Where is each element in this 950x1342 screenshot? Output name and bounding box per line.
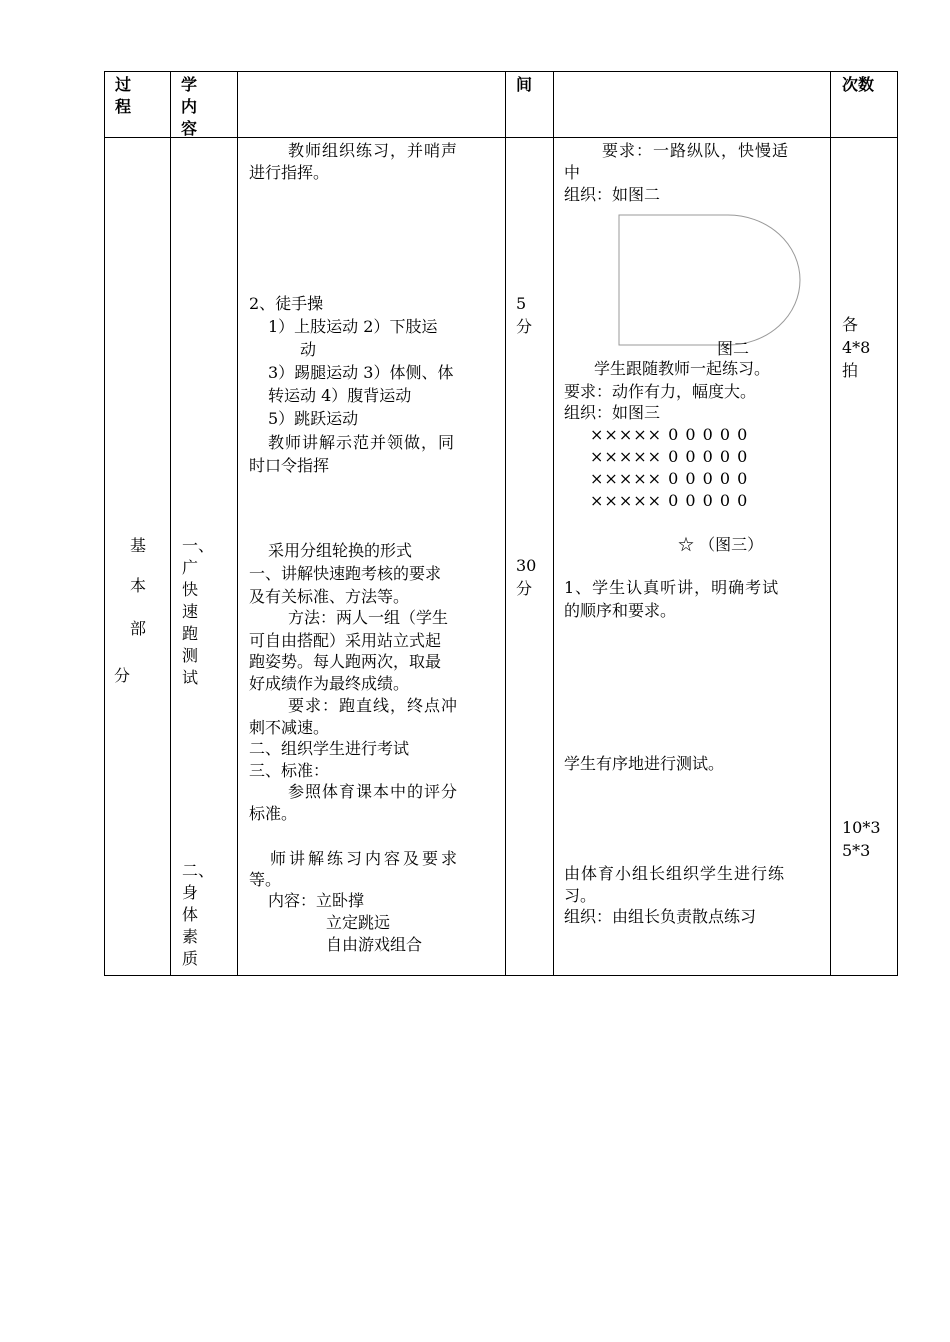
- time-main-number: 30: [516, 556, 537, 575]
- col-border-1: [104, 71, 105, 976]
- col-border-3: [237, 71, 238, 976]
- teacher-text-26: 内容：立卧撑: [268, 891, 365, 910]
- teacher-text-4: 1）上肢运动 2）下肢运: [268, 317, 438, 336]
- col-border-2: [170, 71, 171, 976]
- teacher-text-19: 刺不减速。: [249, 718, 330, 737]
- teacher-text-8: 5）跳跃运动: [268, 409, 359, 428]
- student-text-6: 组织：如图三: [564, 403, 661, 422]
- student-text-5: 要求：动作有力，幅度大。: [564, 382, 757, 401]
- col-border-7: [897, 71, 898, 976]
- figure-two-caption: 图二: [717, 339, 750, 358]
- formation-row-2: ××××× 0 0 0 0 0: [590, 447, 749, 466]
- header-process: 过程: [115, 75, 132, 116]
- table-top-border: [104, 71, 898, 72]
- section-char-2: 本: [130, 576, 147, 595]
- count-warmup-value: 4*8: [842, 338, 871, 357]
- count-fitness-1: 10*3: [842, 818, 881, 837]
- figure-two-track-diagram: [618, 214, 804, 346]
- teacher-text-1: 教师组织练习，并哨声: [288, 141, 459, 160]
- student-text-8: 的顺序和要求。: [564, 601, 677, 620]
- teacher-text-28: 自由游戏组合: [326, 935, 423, 954]
- teacher-text-16: 跑姿势。每人跑两次，取最: [249, 652, 442, 671]
- count-warmup-unit: 拍: [842, 361, 859, 380]
- teacher-text-6: 3）踢腿运动 3）体侧、体: [268, 363, 454, 382]
- formation-row-4: ××××× 0 0 0 0 0: [590, 491, 749, 510]
- teacher-text-17: 好成绩作为最终成绩。: [249, 674, 410, 693]
- header-count: 次数: [842, 75, 875, 94]
- count-fitness-2: 5*3: [842, 841, 871, 860]
- header-divider: [104, 137, 898, 138]
- student-text-3: 组织：如图二: [564, 185, 661, 204]
- formation-row-1: ××××× 0 0 0 0 0: [590, 425, 749, 444]
- teacher-text-13: 及有关标准、方法等。: [249, 587, 410, 606]
- col-border-4: [505, 71, 506, 976]
- teacher-text-24: 师讲解练习内容及要求: [270, 849, 461, 868]
- student-text-10: 由体育小组长组织学生进行练: [564, 864, 786, 883]
- count-warmup-label: 各: [842, 315, 859, 334]
- header-time: 间: [516, 75, 533, 94]
- student-text-12: 组织：由组长负责散点练习: [564, 907, 757, 926]
- teacher-text-21: 三、标准：: [249, 761, 330, 780]
- section-char-3: 部: [130, 619, 147, 638]
- section-char-4: 分: [114, 666, 131, 685]
- teacher-text-2: 进行指挥。: [249, 163, 330, 182]
- teacher-text-10: 时口令指挥: [249, 456, 330, 475]
- time-main-unit: 分: [516, 579, 533, 598]
- teacher-text-18: 要求：跑直线，终点冲: [288, 696, 459, 715]
- table-bottom-border: [104, 975, 898, 976]
- teacher-text-15: 可自由搭配）采用站立式起: [249, 631, 442, 650]
- teacher-text-14: 方法：两人一组（学生: [288, 608, 449, 627]
- teacher-text-25: 等。: [249, 870, 282, 889]
- teacher-text-11: 采用分组轮换的形式: [268, 541, 413, 560]
- teacher-text-7: 转运动 4）腹背运动: [268, 386, 412, 405]
- header-content: 学内容: [181, 75, 198, 138]
- teacher-text-27: 立定跳远: [326, 913, 391, 932]
- col-border-6: [830, 71, 831, 976]
- teacher-text-20: 二、组织学生进行考试: [249, 739, 410, 758]
- student-text-4: 学生跟随教师一起练习。: [594, 359, 771, 378]
- section-char-1: 基: [130, 536, 147, 555]
- student-text-7: 1、学生认真听讲，明确考试: [564, 578, 780, 597]
- teacher-text-3: 2、徒手操: [249, 294, 324, 313]
- teacher-text-23: 标准。: [249, 804, 298, 823]
- col-border-5: [553, 71, 554, 976]
- student-text-1: 要求：一路纵队，快慢适: [602, 141, 790, 160]
- teacher-text-22: 参照体育课本中的评分: [288, 782, 459, 801]
- content-item-sprint-test: 一、广快速跑测试: [182, 536, 215, 687]
- content-item-physical-fitness: 二、身体素质: [182, 861, 215, 968]
- formation-row-3: ××××× 0 0 0 0 0: [590, 469, 749, 488]
- student-text-9: 学生有序地进行测试。: [564, 754, 725, 773]
- figure-three-caption: ☆ （图三）: [678, 535, 764, 554]
- student-text-2: 中: [564, 163, 581, 182]
- teacher-text-5: 动: [300, 340, 317, 359]
- time-warmup-unit: 分: [516, 317, 533, 336]
- teacher-text-12: 一、讲解快速跑考核的要求: [249, 564, 442, 583]
- student-text-11: 习。: [564, 886, 597, 905]
- time-warmup-number: 5: [516, 294, 527, 313]
- teacher-text-9: 教师讲解示范并领做，同: [268, 433, 456, 452]
